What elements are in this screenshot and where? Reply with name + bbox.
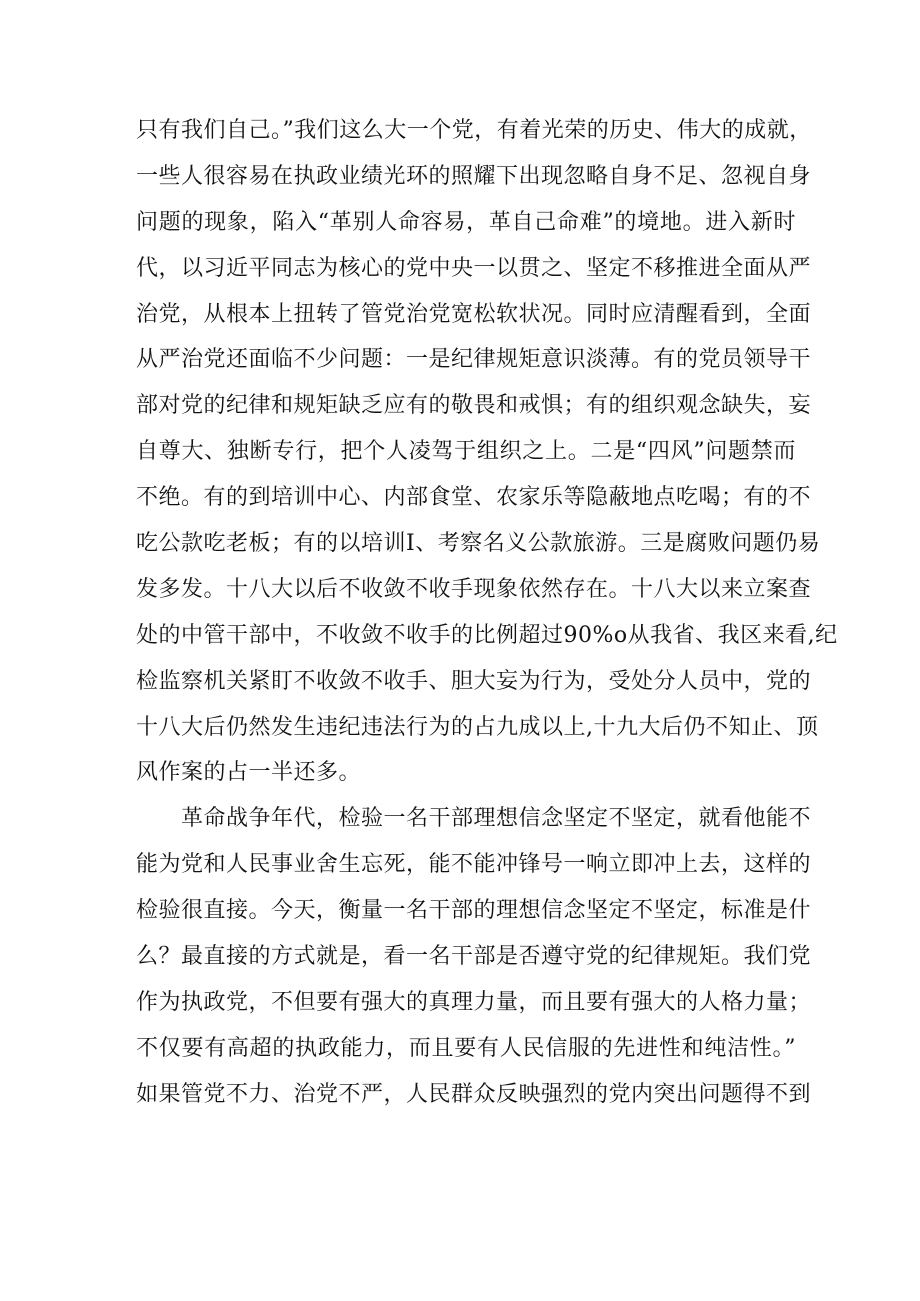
text-line: 治党，从根本上扭转了管党治党宽松软状况。同时应清醒看到，全面 bbox=[136, 301, 812, 327]
text-line: 检监察机关紧盯不收敛不收手、胆大妄为行为，受处分人员中，党的 bbox=[136, 668, 812, 694]
text-line: 风作案的占一半还多。 bbox=[136, 760, 362, 786]
text-line: 从严治党还面临不少问题：一是纪律规矩意识淡薄。有的党员领导干 bbox=[136, 347, 812, 373]
text-line: 能为党和人民事业舍生忘死，能不能冲锋号一响立即冲上去，这样的 bbox=[136, 852, 812, 878]
text-line: 不绝。有的到培训中心、内部食堂、农家乐等隐蔽地点吃喝；有的不 bbox=[136, 485, 812, 511]
paragraph-2 bbox=[136, 796, 812, 1117]
text-line: 问题的现象，陷入“革别人命容易，革自己命难”的境地。进入新时 bbox=[136, 209, 796, 235]
document-body bbox=[136, 108, 838, 1118]
text-line: 作为执政党，不但要有强大的真理力量，而且要有强大的人格力量； bbox=[136, 989, 812, 1015]
text-line: 代，以习近平同志为核心的党中央一以贯之、坚定不移推进全面从严 bbox=[136, 255, 812, 281]
text-line: 如果管党不力、治党不严，人民群众反映强烈的党内突出问题得不到 bbox=[136, 1081, 812, 1107]
text-line: 十八大后仍然发生违纪违法行为的占九成以上,十九大后仍不知止、顶 bbox=[136, 714, 819, 740]
text-line: 部对党的纪律和规矩缺乏应有的敬畏和戒惧；有的组织观念缺失，妄 bbox=[136, 393, 812, 419]
text-line: 检验很直接。今天，衡量一名干部的理想信念坚定不坚定，标准是什 bbox=[136, 898, 812, 924]
text-line: 只有我们自己。”我们这么大一个党，有着光荣的历史、伟大的成就， bbox=[136, 118, 812, 143]
text-line: 么？最直接的方式就是，看一名干部是否遵守党的纪律规矩。我们党 bbox=[136, 944, 812, 970]
text-line: 革命战争年代，检验一名干部理想信念坚定不坚定，就看他能不 bbox=[181, 806, 812, 832]
text-line: 吃公款吃老板；有的以培训I、考察名义公款旅游。三是腐败问题仍易 bbox=[136, 531, 821, 557]
paragraph-1 bbox=[136, 108, 838, 796]
text-line: 发多发。十八大以后不收敛不收手现象依然存在。十八大以来立案查 bbox=[136, 576, 812, 602]
text-line: 不仅要有高超的执政能力，而且要有人民信服的先进性和纯洁性。” bbox=[136, 1035, 796, 1061]
text-line: 自尊大、独断专行，把个人凌驾于组织之上。二是“四风”问题禁而 bbox=[136, 439, 796, 465]
text-line: 一些人很容易在执政业绩光环的照耀下出现忽略自身不足、忽视自身 bbox=[136, 163, 812, 189]
text-line: 处的中管干部中，不收敛不收手的比例超过90%o从我省、我区来看,纪 bbox=[136, 622, 838, 648]
